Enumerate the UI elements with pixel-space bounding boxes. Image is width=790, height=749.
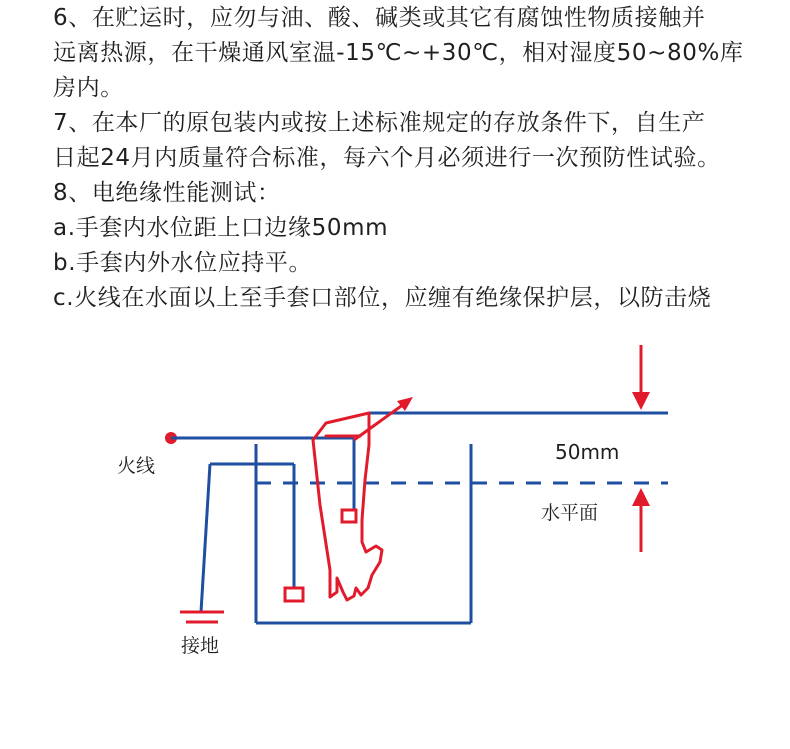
paragraph-line-4: 7、在本厂的原包装内或按上述标准规定的存放条件下，自生产 <box>53 110 706 136</box>
paragraph-line-7: a.手套内水位距上口边缘50mm <box>53 215 389 241</box>
inner-electrode <box>342 510 356 522</box>
live-wire-label: 火线 <box>117 455 156 477</box>
paragraph-line-5: 日起24月内质量符合标准，每六个月必须进行一次预防性试验。 <box>53 145 721 171</box>
paragraph-line-2: 远离热源，在干燥通风室温-15℃~+30℃，相对湿度50~80%库 <box>53 40 744 66</box>
ground-symbol-icon <box>180 612 224 622</box>
instructions-text <box>53 0 753 316</box>
paragraph-line-1: 6、在贮运时，应勿与油、酸、碱类或其它有腐蚀性物质接触并 <box>53 5 706 31</box>
glove-test-diagram <box>0 330 790 749</box>
outer-electrode <box>285 588 303 601</box>
water-level-label: 水平面 <box>541 502 599 524</box>
arrow-up-icon <box>632 488 650 552</box>
glove-icon <box>313 413 382 600</box>
paragraph-line-3: 房内。 <box>53 75 124 101</box>
diagram-svg <box>0 330 790 749</box>
distance-label: 50mm <box>555 440 620 464</box>
paragraph-line-8: b.手套内外水位应持平。 <box>53 250 313 276</box>
arrow-out-icon <box>354 397 413 440</box>
ground-label: 接地 <box>181 635 220 657</box>
paragraph-line-6: 8、电绝缘性能测试： <box>53 180 281 206</box>
ground-wire-left <box>201 464 210 612</box>
arrow-down-icon <box>632 345 650 410</box>
paragraph-line-9: c.火线在水面以上至手套口部位，应缠有绝缘保护层，以防击烧 <box>53 285 712 311</box>
